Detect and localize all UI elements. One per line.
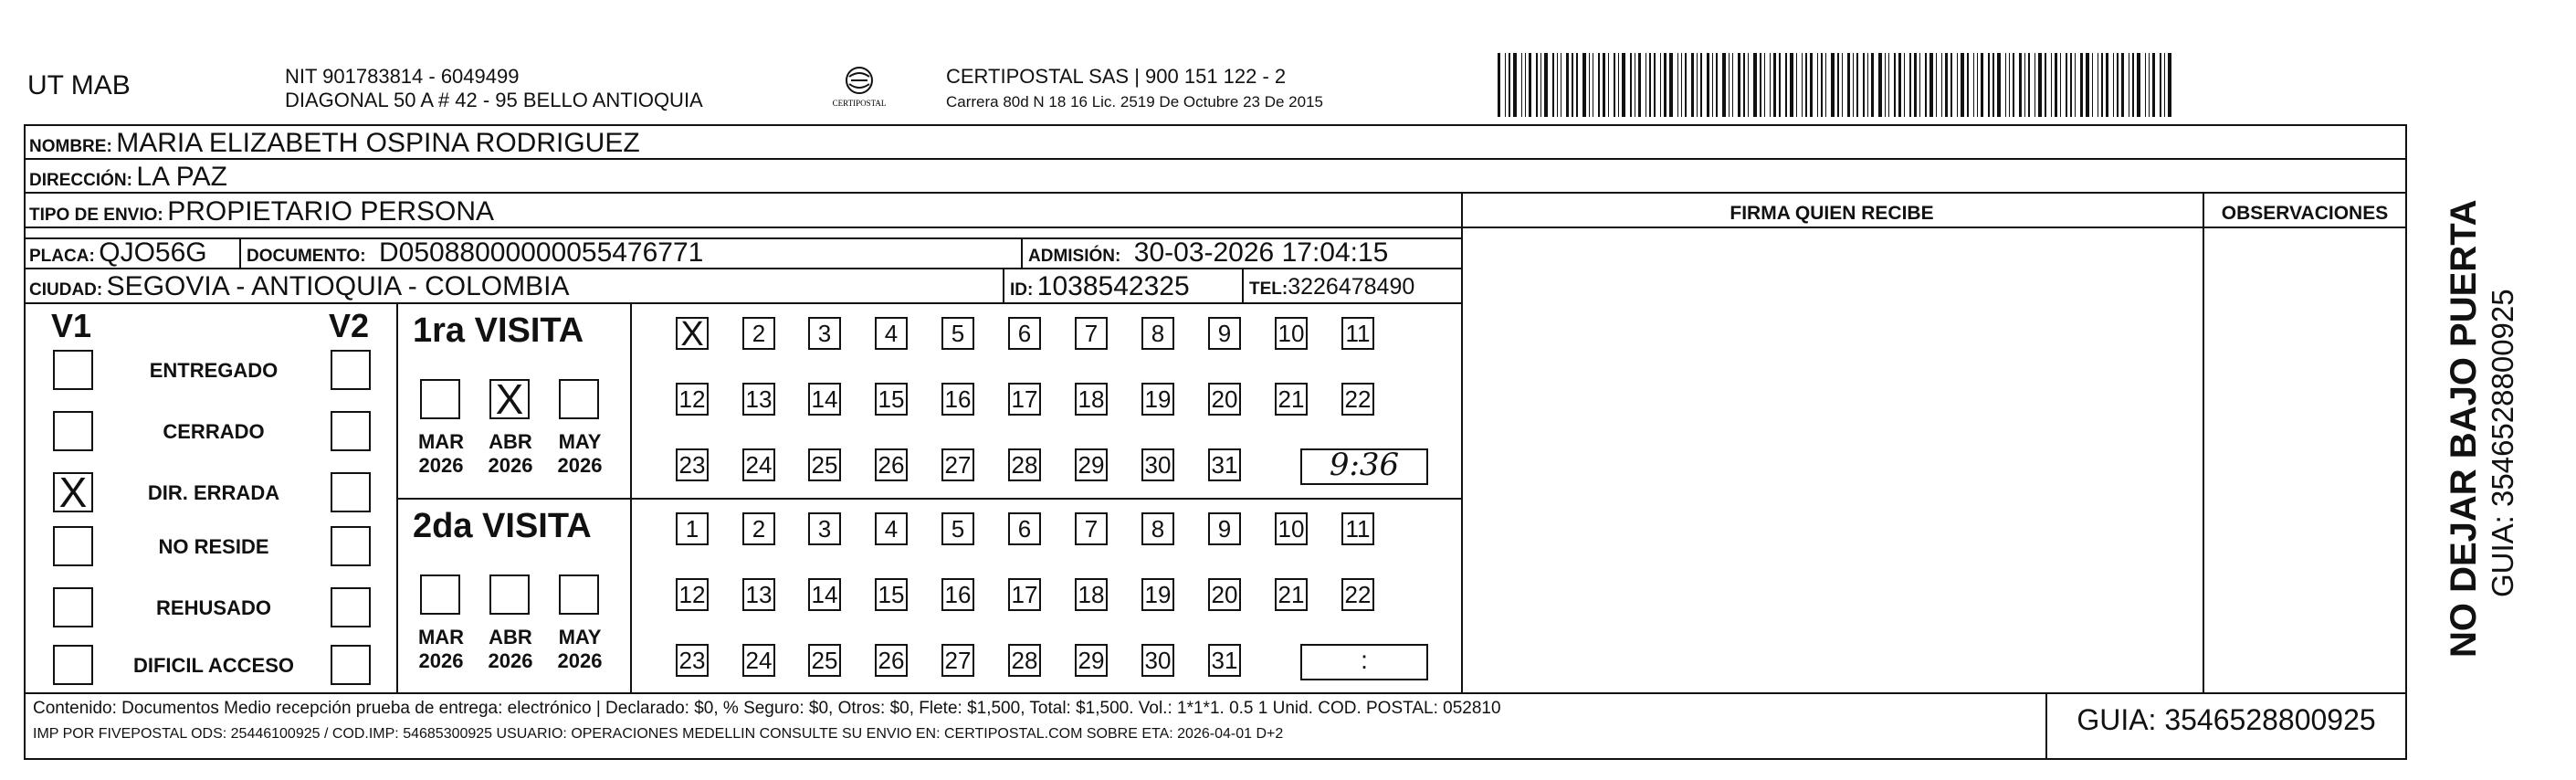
day-box[interactable]: 20 bbox=[1208, 383, 1241, 416]
month-name: MAR bbox=[417, 430, 465, 453]
v2-checkbox[interactable] bbox=[331, 645, 371, 685]
month-label bbox=[552, 430, 608, 478]
day-box[interactable]: 28 bbox=[1008, 448, 1041, 481]
barcode-bar bbox=[1885, 53, 1886, 117]
v2-checkbox[interactable] bbox=[331, 526, 371, 566]
day-box[interactable]: 17 bbox=[1008, 383, 1041, 416]
barcode-bar bbox=[1773, 53, 1776, 117]
month-year: 2026 bbox=[418, 649, 464, 672]
day-box[interactable]: 14 bbox=[808, 578, 841, 611]
barcode-bar bbox=[2038, 53, 2042, 117]
day-box[interactable]: 13 bbox=[742, 383, 775, 416]
footer-print-info: IMP POR FIVEPOSTAL ODS: 25446100925 / COD.IMP: 54685300925 USUARIO: OPERACIONES MEDELLIN CONSULTE SU ENVIO EN: CERTIPOSTAL.COM SOBRE ETA: 2026-04-01 D+2 bbox=[33, 726, 1284, 742]
barcode-bar bbox=[1743, 53, 1745, 117]
barcode-bar bbox=[1878, 53, 1882, 117]
month-checkbox[interactable] bbox=[559, 379, 599, 419]
visit-title: 2da VISITA bbox=[413, 507, 592, 545]
barcode-bar bbox=[1790, 53, 1793, 117]
barcode-bar bbox=[1681, 53, 1682, 117]
direccion-label: DIRECCIÓN: bbox=[29, 171, 132, 190]
barcode-bar bbox=[1837, 53, 1839, 117]
barcode-bar bbox=[1691, 53, 1694, 117]
day-box[interactable]: 29 bbox=[1075, 448, 1108, 481]
tel-value: 3226478490 bbox=[1288, 274, 1415, 300]
day-box[interactable]: 5 bbox=[941, 512, 974, 545]
barcode-bar bbox=[1909, 53, 1911, 117]
day-box[interactable]: 10 bbox=[1275, 317, 1308, 350]
month-label bbox=[482, 626, 539, 673]
day-box[interactable]: 25 bbox=[808, 448, 841, 481]
barcode-bar bbox=[1630, 53, 1632, 117]
barcode-bar bbox=[1498, 53, 1500, 117]
barcode-bar bbox=[1779, 53, 1781, 117]
barcode-bar bbox=[2075, 53, 2076, 117]
day-box[interactable]: 8 bbox=[1141, 512, 1174, 545]
barcode-bar bbox=[1871, 53, 1874, 117]
status-label: CERRADO bbox=[163, 420, 265, 443]
day-box[interactable]: 10 bbox=[1275, 512, 1308, 545]
barcode-bar bbox=[1898, 53, 1901, 117]
barcode-bar bbox=[1867, 53, 1868, 117]
barcode-bar bbox=[1981, 53, 1983, 117]
barcode-bar bbox=[2106, 53, 2108, 117]
day-box[interactable]: 12 bbox=[676, 383, 709, 416]
logo-text: CERTIPOSTAL bbox=[832, 99, 887, 108]
day-box[interactable]: 30 bbox=[1141, 644, 1174, 677]
tel-label: TEL: bbox=[1249, 279, 1288, 299]
month-name: MAY bbox=[558, 430, 602, 453]
day-box[interactable]: 16 bbox=[941, 383, 974, 416]
barcode-bar bbox=[1748, 53, 1749, 117]
month-year: 2026 bbox=[418, 454, 464, 477]
id-field bbox=[1010, 271, 1190, 302]
barcode-bar bbox=[2113, 53, 2114, 117]
barcode-bar bbox=[2168, 53, 2171, 117]
v2-checkbox[interactable] bbox=[331, 350, 371, 390]
barcode-bar bbox=[1936, 53, 1937, 117]
barcode-bar bbox=[2149, 53, 2150, 117]
certipostal-logo bbox=[829, 64, 889, 111]
placa-value: QJO56G bbox=[99, 237, 207, 268]
status-label: NO RESIDE bbox=[158, 535, 269, 558]
barcode-bar bbox=[2152, 53, 2155, 117]
day-box[interactable]: 29 bbox=[1075, 644, 1108, 677]
month-year: 2026 bbox=[488, 649, 533, 672]
barcode-bar bbox=[1796, 53, 1797, 117]
barcode-bar bbox=[1697, 53, 1698, 117]
barcode-bar bbox=[1677, 53, 1678, 117]
barcode-bar bbox=[1557, 53, 1558, 117]
barcode-bar bbox=[2132, 53, 2134, 117]
company-address: Carrera 80d N 18 16 Lic. 2519 De Octubre 23 De 2015 bbox=[946, 93, 1323, 111]
barcode-bar bbox=[1831, 53, 1835, 117]
barcode-bar bbox=[1817, 53, 1818, 117]
day-box[interactable]: 17 bbox=[1008, 578, 1041, 611]
barcode-bar bbox=[2121, 53, 2124, 117]
barcode-bar bbox=[1654, 53, 1656, 117]
barcode-bar bbox=[1825, 53, 1826, 117]
barcode-bar bbox=[1842, 53, 1843, 117]
barcode-bar bbox=[1729, 53, 1730, 117]
day-box[interactable]: 31 bbox=[1208, 448, 1241, 481]
barcode-bar bbox=[1598, 53, 1600, 117]
barcode-bar bbox=[2055, 53, 2057, 117]
barcode-bar bbox=[1525, 53, 1526, 117]
firma-header: FIRMA QUIEN RECIBE bbox=[1730, 203, 1934, 224]
day-box[interactable]: 4 bbox=[875, 512, 908, 545]
barcode-bar bbox=[1941, 53, 1942, 117]
barcode-bar bbox=[2086, 53, 2089, 117]
barcode-bar bbox=[1582, 53, 1586, 117]
barcode-bar bbox=[1977, 53, 1978, 117]
nombre-label: NOMBRE: bbox=[29, 137, 112, 156]
day-box[interactable]: 25 bbox=[808, 644, 841, 677]
barcode-bar bbox=[1863, 53, 1865, 117]
barcode-bar bbox=[1712, 53, 1713, 117]
v2-checkbox[interactable] bbox=[331, 411, 371, 451]
day-box[interactable]: 20 bbox=[1208, 578, 1241, 611]
v1-checkbox[interactable] bbox=[53, 526, 93, 566]
barcode-bar bbox=[1660, 53, 1661, 117]
day-box[interactable]: 11 bbox=[1341, 317, 1374, 350]
barcode-bar bbox=[1540, 53, 1541, 117]
side-guia: GUIA: 3546528800925 bbox=[2486, 289, 2519, 597]
admision-field bbox=[1028, 237, 1388, 269]
documento-label: DOCUMENTO: bbox=[247, 247, 366, 266]
barcode-bar bbox=[1856, 53, 1858, 117]
barcode-bar bbox=[1919, 53, 1920, 117]
barcode-bar bbox=[1603, 53, 1605, 117]
day-box[interactable]: 18 bbox=[1075, 383, 1108, 416]
barcode-bar bbox=[2080, 53, 2083, 117]
barcode-bar bbox=[1914, 53, 1917, 117]
barcode-bar bbox=[2024, 53, 2025, 117]
barcode-bar bbox=[1707, 53, 1709, 117]
barcode-bar bbox=[2060, 53, 2061, 117]
day-box[interactable]: 18 bbox=[1075, 578, 1108, 611]
day-box[interactable]: 23 bbox=[676, 448, 709, 481]
day-box[interactable]: 26 bbox=[875, 644, 908, 677]
barcode-bar bbox=[2070, 53, 2072, 117]
documento-value: D05088000000055476771 bbox=[379, 237, 704, 268]
month-label bbox=[482, 430, 539, 478]
day-box[interactable]: X bbox=[676, 317, 709, 350]
barcode-bar bbox=[1925, 53, 1927, 117]
barcode-bar bbox=[1988, 53, 1990, 117]
status-label: DIFICIL ACCESO bbox=[132, 654, 294, 677]
v1-checkbox[interactable] bbox=[53, 645, 93, 685]
day-box[interactable]: 4 bbox=[875, 317, 908, 350]
sender-nit: NIT 901783814 - 6049499 bbox=[285, 65, 520, 88]
status-label: DIR. ERRADA bbox=[147, 481, 280, 504]
barcode-bar bbox=[2092, 53, 2093, 117]
barcode-bar bbox=[1664, 53, 1667, 117]
day-box[interactable]: 13 bbox=[742, 578, 775, 611]
month-name: MAR bbox=[417, 626, 465, 648]
barcode-bar bbox=[2101, 53, 2103, 117]
barcode-bar bbox=[2009, 53, 2010, 117]
v1-checkbox[interactable]: X bbox=[53, 472, 93, 512]
barcode-bar bbox=[1945, 53, 1948, 117]
day-box[interactable]: 28 bbox=[1008, 644, 1041, 677]
v2-checkbox[interactable] bbox=[331, 472, 371, 512]
placa-label: PLACA: bbox=[29, 247, 95, 266]
barcode-bar bbox=[1509, 53, 1510, 117]
barcode-bar bbox=[1649, 53, 1651, 117]
ciudad-value: SEGOVIA - ANTIOQUIA - COLOMBIA bbox=[106, 271, 570, 301]
id-value: 1038542325 bbox=[1036, 271, 1190, 301]
barcode-bar bbox=[1622, 53, 1625, 117]
v1-checkbox[interactable] bbox=[53, 411, 93, 451]
day-box[interactable]: 30 bbox=[1141, 448, 1174, 481]
v1-checkbox[interactable] bbox=[53, 587, 93, 627]
documento-field bbox=[247, 237, 703, 269]
barcode-bar bbox=[1904, 53, 1905, 117]
barcode-bar bbox=[1810, 53, 1813, 117]
placa-field bbox=[29, 237, 207, 269]
barcode-bar bbox=[1950, 53, 1952, 117]
month-year: 2026 bbox=[488, 454, 533, 477]
barcode-bar bbox=[1638, 53, 1641, 117]
day-box[interactable]: 3 bbox=[808, 512, 841, 545]
day-box[interactable]: 7 bbox=[1075, 512, 1108, 545]
barcode-bar bbox=[1992, 53, 1994, 117]
barcode-bar bbox=[1738, 53, 1740, 117]
tel-field bbox=[1249, 274, 1414, 300]
day-box[interactable]: 24 bbox=[742, 448, 775, 481]
barcode-bar bbox=[1770, 53, 1771, 117]
footer-guia: GUIA: 3546528800925 bbox=[2077, 703, 2376, 736]
v1-checkbox[interactable] bbox=[53, 350, 93, 390]
day-box[interactable]: 26 bbox=[875, 448, 908, 481]
barcode-bar bbox=[2066, 53, 2067, 117]
admision-value: 30-03-2026 17:04:15 bbox=[1133, 237, 1389, 268]
day-box[interactable]: 22 bbox=[1341, 383, 1374, 416]
month-name: MAY bbox=[558, 626, 602, 648]
barcode-bar bbox=[1552, 53, 1554, 117]
barcode-bar bbox=[1529, 53, 1531, 117]
v1-header: V1 bbox=[51, 307, 92, 344]
barcode-bar bbox=[1753, 53, 1757, 117]
sender-address: DIAGONAL 50 A # 42 - 95 BELLO ANTIOQUIA bbox=[285, 89, 703, 111]
barcode-bar bbox=[1669, 53, 1673, 117]
barcode-bar bbox=[1894, 53, 1896, 117]
month-checkbox[interactable] bbox=[489, 574, 530, 615]
barcode-bar bbox=[1973, 53, 1974, 117]
day-box[interactable]: 1 bbox=[676, 512, 709, 545]
month-checkbox[interactable] bbox=[420, 379, 460, 419]
barcode-bar bbox=[1802, 53, 1803, 117]
barcode-bar bbox=[1997, 53, 2001, 117]
barcode-bar bbox=[2019, 53, 2022, 117]
day-box[interactable]: 9 bbox=[1208, 512, 1241, 545]
v2-header: V2 bbox=[329, 307, 370, 344]
day-box[interactable]: 11 bbox=[1341, 512, 1374, 545]
barcode-bar bbox=[1572, 53, 1573, 117]
month-name: ABR bbox=[489, 430, 532, 453]
barcode-bar bbox=[2005, 53, 2006, 117]
direccion-value: LA PAZ bbox=[136, 162, 227, 192]
status-label: REHUSADO bbox=[156, 596, 271, 619]
barcode-bar bbox=[1957, 53, 1958, 117]
barcode-bar bbox=[1716, 53, 1718, 117]
barcode-bar bbox=[1760, 53, 1761, 117]
visit-title: 1ra VISITA bbox=[413, 311, 584, 350]
barcode-bar bbox=[1764, 53, 1765, 117]
day-box[interactable]: 21 bbox=[1275, 578, 1308, 611]
barcode-bar bbox=[2160, 53, 2161, 117]
ciudad-field bbox=[29, 271, 569, 302]
month-checkbox[interactable] bbox=[559, 574, 599, 615]
nombre-row bbox=[29, 128, 640, 159]
day-box[interactable]: 7 bbox=[1075, 317, 1108, 350]
month-year: 2026 bbox=[557, 454, 603, 477]
visit-time-field[interactable]: : bbox=[1300, 644, 1428, 680]
barcode-bar bbox=[1589, 53, 1590, 117]
visit-time-field[interactable]: 9:36 bbox=[1300, 448, 1428, 485]
barcode-bar bbox=[2013, 53, 2014, 117]
barcode-bar bbox=[1513, 53, 1517, 117]
barcode-bar bbox=[1521, 53, 1522, 117]
month-checkbox[interactable]: X bbox=[489, 379, 530, 419]
day-box[interactable]: 31 bbox=[1208, 644, 1241, 677]
tipo-label: TIPO DE ENVIO: bbox=[29, 206, 163, 225]
barcode-bar bbox=[2117, 53, 2119, 117]
barcode-bar bbox=[1722, 53, 1726, 117]
barcode-bar bbox=[1929, 53, 1933, 117]
barcode-bar bbox=[2051, 53, 2052, 117]
barcode-bar bbox=[2137, 53, 2140, 117]
side-warning: NO DEJAR BAJO PUERTA bbox=[2444, 199, 2484, 658]
barcode-bar bbox=[2028, 53, 2030, 117]
day-box[interactable]: 27 bbox=[941, 448, 974, 481]
company-name: CERTIPOSTAL SAS | 900 151 122 - 2 bbox=[946, 65, 1287, 88]
barcode-bar bbox=[1608, 53, 1609, 117]
tipo-row bbox=[29, 196, 494, 227]
day-box[interactable]: 14 bbox=[808, 383, 841, 416]
nombre-value: MARIA ELIZABETH OSPINA RODRIGUEZ bbox=[116, 128, 640, 158]
day-box[interactable]: 15 bbox=[875, 578, 908, 611]
barcode-bar bbox=[1967, 53, 1969, 117]
day-box[interactable]: 6 bbox=[1008, 512, 1041, 545]
day-box[interactable]: 2 bbox=[742, 512, 775, 545]
day-box[interactable]: 8 bbox=[1141, 317, 1174, 350]
month-name: ABR bbox=[489, 626, 532, 648]
month-label bbox=[413, 626, 469, 673]
day-box[interactable]: 16 bbox=[941, 578, 974, 611]
day-box[interactable]: 6 bbox=[1008, 317, 1041, 350]
tracking-barcode bbox=[1498, 53, 2181, 117]
v2-checkbox[interactable] bbox=[331, 587, 371, 627]
ciudad-label: CIUDAD: bbox=[29, 280, 103, 300]
day-box[interactable]: 21 bbox=[1275, 383, 1308, 416]
barcode-bar bbox=[1544, 53, 1548, 117]
barcode-bar bbox=[1805, 53, 1807, 117]
footer-content: Contenido: Documentos Medio recepción prueba de entrega: electrónico | Declarado: $0, % Seguro: $0, Otros: $0, Flete: $1,500, Total: $1,500. Vol.: 1*1*1. 0.5 1 Unid. COD. POSTAL: 052810 bbox=[33, 699, 1501, 718]
tipo-value: PROPIETARIO PERSONA bbox=[167, 196, 495, 227]
direccion-row bbox=[29, 162, 227, 193]
day-box[interactable]: 22 bbox=[1341, 578, 1374, 611]
barcode-bar bbox=[1853, 53, 1854, 117]
day-box[interactable]: 27 bbox=[941, 644, 974, 677]
sender-name: UT MAB bbox=[27, 70, 131, 100]
barcode-bar bbox=[1961, 53, 1964, 117]
barcode-bar bbox=[1847, 53, 1850, 117]
barcode-bar bbox=[1505, 53, 1506, 117]
day-box[interactable]: 19 bbox=[1141, 383, 1174, 416]
barcode-bar bbox=[2045, 53, 2046, 117]
barcode-bar bbox=[1536, 53, 1538, 117]
barcode-bar bbox=[1821, 53, 1823, 117]
month-checkbox[interactable] bbox=[420, 574, 460, 615]
barcode-bar bbox=[1566, 53, 1569, 117]
month-label bbox=[552, 626, 608, 673]
barcode-bar bbox=[1732, 53, 1733, 117]
day-box[interactable]: 5 bbox=[941, 317, 974, 350]
day-box[interactable]: 19 bbox=[1141, 578, 1174, 611]
barcode-bar bbox=[2164, 53, 2165, 117]
barcode-bar bbox=[2145, 53, 2146, 117]
day-box[interactable]: 23 bbox=[676, 644, 709, 677]
status-label: ENTREGADO bbox=[149, 359, 279, 382]
id-label: ID: bbox=[1010, 280, 1034, 300]
barcode-bar bbox=[1700, 53, 1702, 117]
barcode-bar bbox=[1614, 53, 1615, 117]
barcode-bar bbox=[1685, 53, 1687, 117]
barcode-bar bbox=[1645, 53, 1646, 117]
barcode-bar bbox=[1888, 53, 1889, 117]
day-box[interactable]: 12 bbox=[676, 578, 709, 611]
day-box[interactable]: 15 bbox=[875, 383, 908, 416]
day-box[interactable]: 3 bbox=[808, 317, 841, 350]
admision-label: ADMISIÓN: bbox=[1028, 247, 1121, 266]
day-box[interactable]: 9 bbox=[1208, 317, 1241, 350]
day-box[interactable]: 2 bbox=[742, 317, 775, 350]
month-label bbox=[413, 430, 469, 478]
barcode-bar bbox=[1785, 53, 1787, 117]
day-box[interactable]: 24 bbox=[742, 644, 775, 677]
barcode-bar bbox=[1576, 53, 1578, 117]
month-year: 2026 bbox=[557, 649, 603, 672]
barcode-bar bbox=[1618, 53, 1619, 117]
observaciones-header: OBSERVACIONES bbox=[2221, 203, 2389, 224]
